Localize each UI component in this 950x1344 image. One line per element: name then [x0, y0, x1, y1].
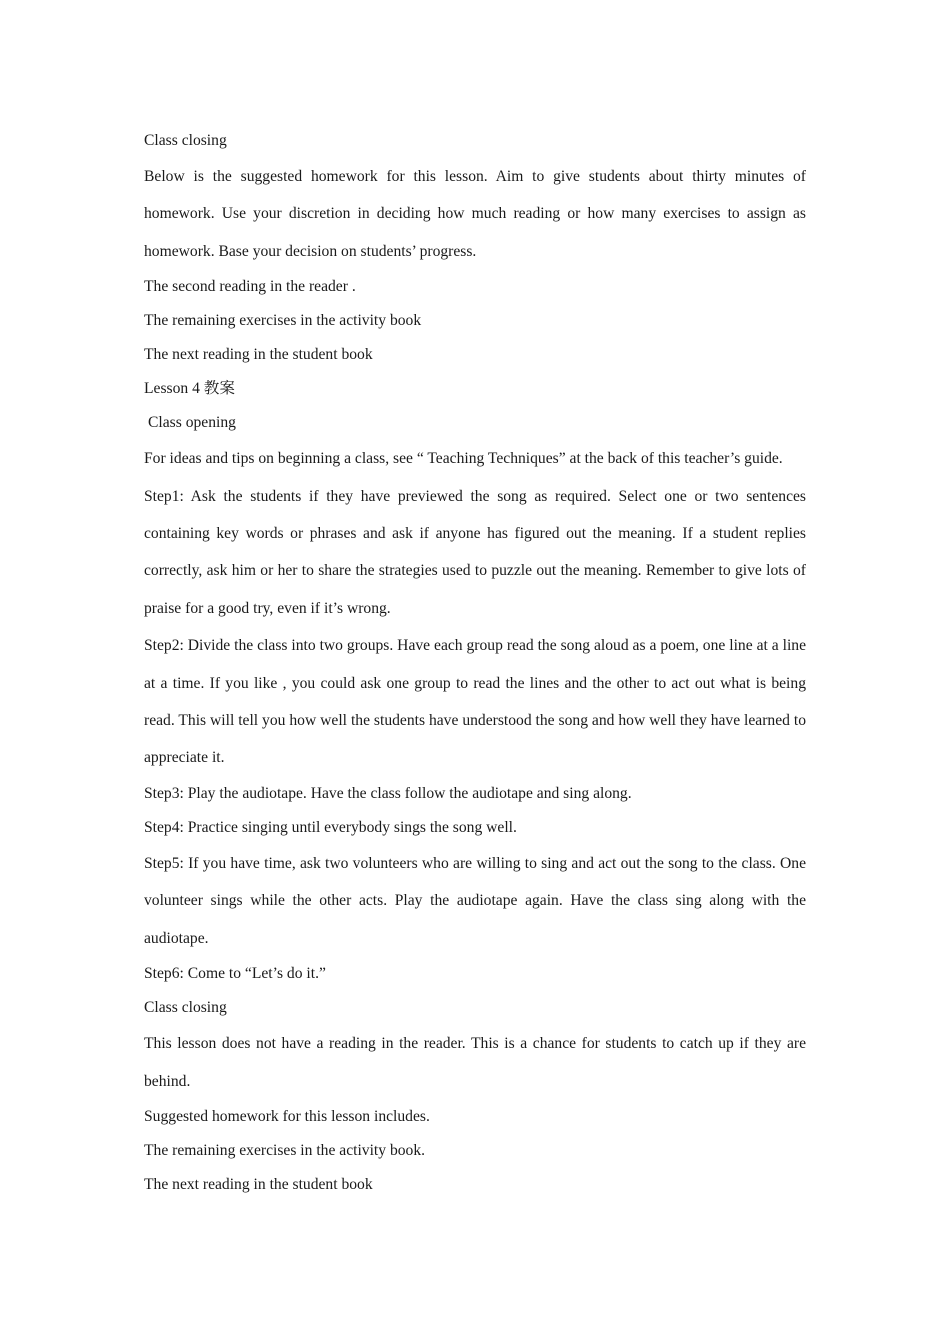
- paragraph-step4: Step4: Practice singing until everybody sings the song well.: [144, 818, 517, 836]
- list-item-next-reading-2: The next reading in the student book: [144, 1175, 373, 1193]
- list-item-next-reading: The next reading in the student book: [144, 346, 373, 364]
- heading-class-opening: Class opening: [148, 414, 236, 432]
- paragraph-step6: Step6: Come to “Let’s do it.”: [144, 965, 326, 983]
- paragraph-step3: Step3: Play the audiotape. Have the class follow the audiotape and sing along.: [144, 784, 632, 802]
- heading-class-closing-2: Class closing: [144, 999, 227, 1017]
- document-page: [144, 124, 806, 1202]
- paragraph-suggested-homework: Suggested homework for this lesson includes.: [144, 1107, 430, 1125]
- paragraph-step1: Step1: Ask the students if they have previewed the song as required. Select one or two sentences containing key words or phrases and ask if anyone has figured out the meaning. If a student replies correctly, ask him or her to share the strategies used to puzzle out the meaning. Remember to give lots of praise for a good try, even if it’s wrong.: [144, 487, 806, 617]
- paragraph-step5: Step5: If you have time, ask two volunteers who are willing to sing and act out the song to the class. One volunteer sings while the other acts. Play the audiotape again. Have the class sing along with the audiotape.: [144, 854, 806, 947]
- heading-class-closing: Class closing: [144, 132, 227, 149]
- paragraph-step2: Step2: Divide the class into two groups. Have each group read the song aloud as a poem, one line at a line at a time. If you like , you could ask one group to read the lines and the other to act out what is being read. This will tell you how well the students have understood the song and how well they have learned to appreciate it.: [144, 637, 806, 767]
- list-item-second-reading: The second reading in the reader .: [144, 278, 356, 296]
- paragraph-teaching-techniques: For ideas and tips on beginning a class, see “ Teaching Techniques” at the back of this teacher’s guide.: [144, 450, 783, 468]
- heading-lesson-4: Lesson 4 教案: [144, 380, 235, 398]
- list-item-remaining-exercises-2: The remaining exercises in the activity book.: [144, 1141, 426, 1159]
- list-item-remaining-exercises: The remaining exercises in the activity book: [144, 312, 422, 330]
- paragraph-homework-intro: Below is the suggested homework for this lesson. Aim to give students about thirty minutes of homework. Use your discretion in deciding how much reading or how many exercises to assign as homework. Base your decision on students’ progress.: [144, 168, 806, 260]
- paragraph-no-reading: This lesson does not have a reading in the reader. This is a chance for students to catch up if they are behind.: [144, 1035, 806, 1090]
